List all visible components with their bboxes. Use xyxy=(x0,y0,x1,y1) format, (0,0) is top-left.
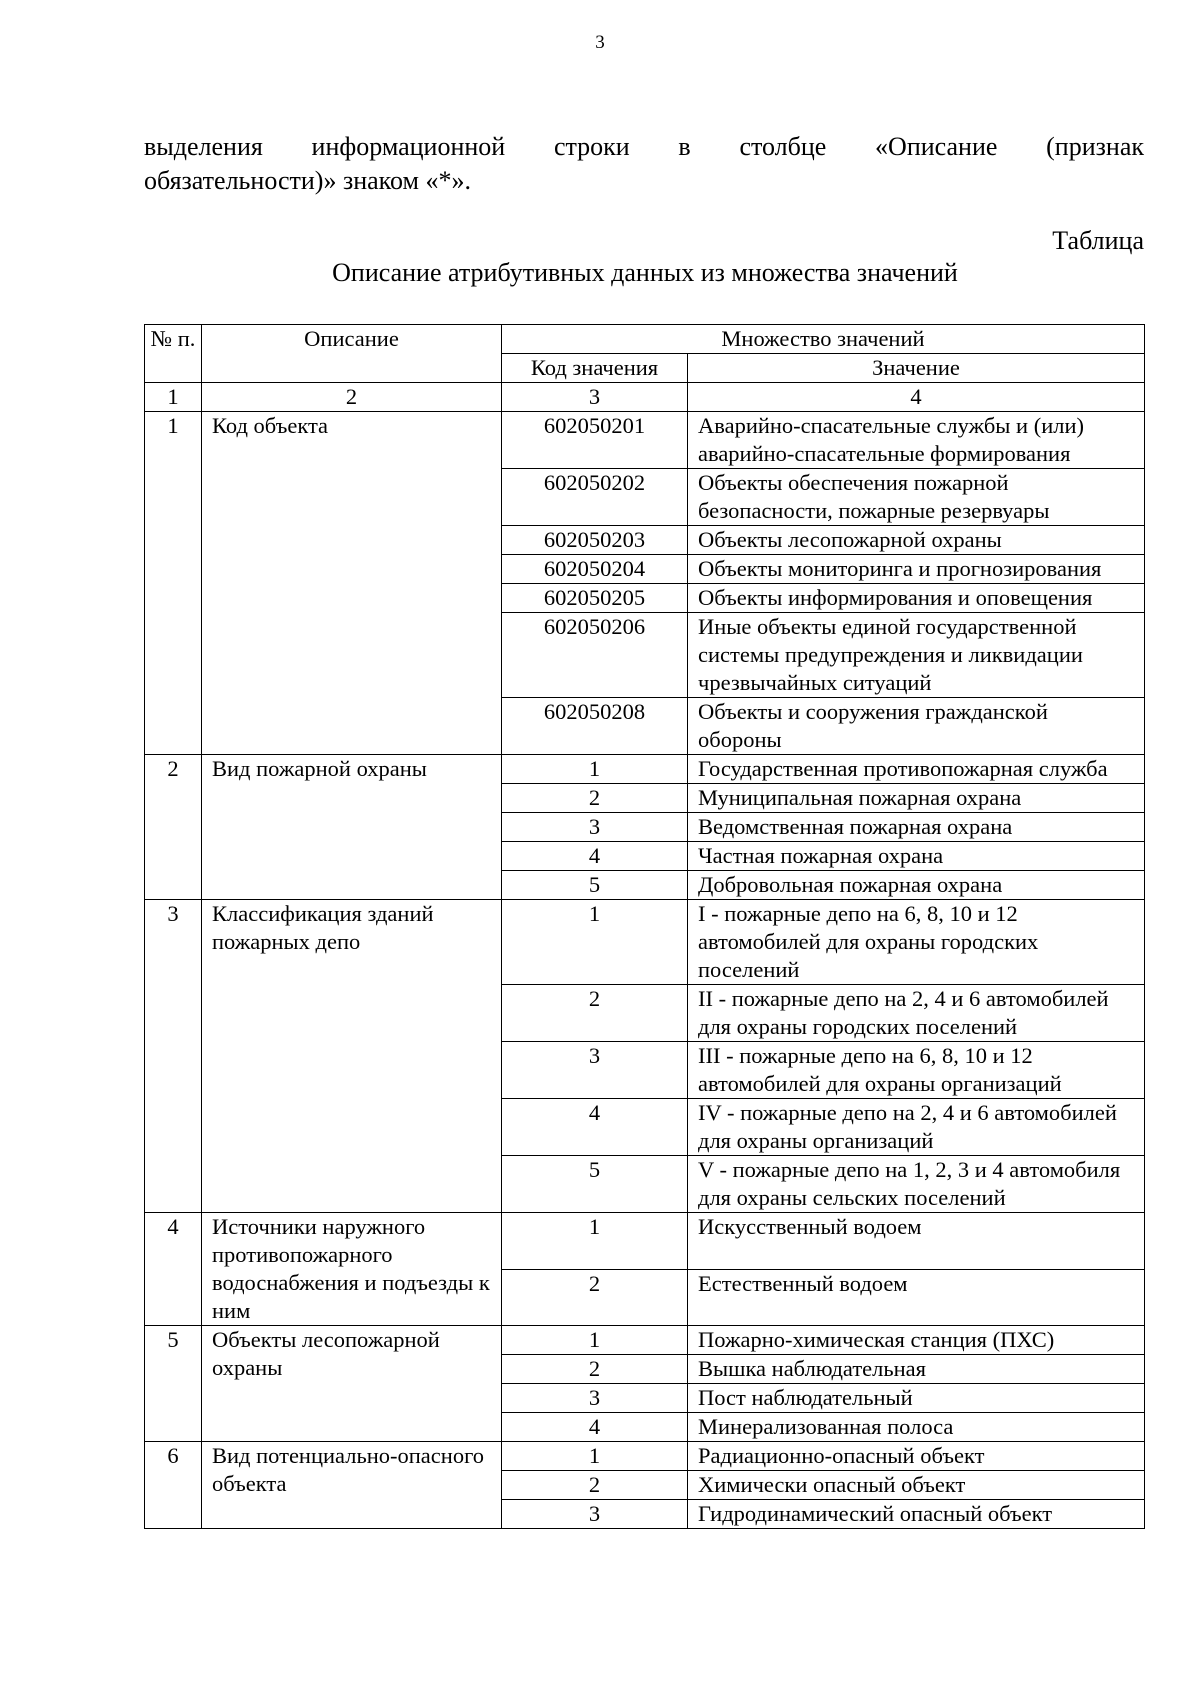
value-code: 602050206 xyxy=(502,613,688,698)
header-no: № п. xyxy=(145,325,202,383)
row-number: 4 xyxy=(145,1213,202,1326)
table-header-row xyxy=(145,325,1145,354)
value-text: Ведомственная пожарная охрана xyxy=(688,813,1145,842)
value-code: 1 xyxy=(502,1213,688,1270)
table-row xyxy=(145,755,1145,784)
header-value: Значение xyxy=(688,354,1145,383)
header-code: Код значения xyxy=(502,354,688,383)
value-code: 1 xyxy=(502,755,688,784)
value-code: 4 xyxy=(502,1099,688,1156)
column-number-row xyxy=(145,383,1145,412)
intro-line-2: обязательности)» знаком «*». xyxy=(144,166,471,195)
value-text: Вышка наблюдательная xyxy=(688,1355,1145,1384)
row-number: 2 xyxy=(145,755,202,900)
row-number: 6 xyxy=(145,1442,202,1529)
value-code: 2 xyxy=(502,985,688,1042)
value-text: Минерализованная полоса xyxy=(688,1413,1145,1442)
table-title: Описание атрибутивных данных из множества значений xyxy=(332,258,958,287)
column-number-4: 4 xyxy=(688,383,1145,412)
row-number: 5 xyxy=(145,1326,202,1442)
row-description: Код объекта xyxy=(202,412,502,755)
column-number-2: 2 xyxy=(202,383,502,412)
row-number: 3 xyxy=(145,900,202,1213)
value-code: 2 xyxy=(502,784,688,813)
value-text: IV - пожарные депо на 2, 4 и 6 автомобилей для охраны организаций xyxy=(688,1099,1145,1156)
value-code: 602050201 xyxy=(502,412,688,469)
value-code: 2 xyxy=(502,1355,688,1384)
value-text: II - пожарные депо на 2, 4 и 6 автомобилей для охраны городских поселений xyxy=(688,985,1145,1042)
value-code: 1 xyxy=(502,1442,688,1471)
page-number: 3 xyxy=(595,32,605,53)
value-text: Объекты обеспечения пожарной безопасности, пожарные резервуары xyxy=(688,469,1145,526)
table-row xyxy=(145,1326,1145,1355)
value-text: I - пожарные депо на 6, 8, 10 и 12 автомобилей для охраны городских поселений xyxy=(688,900,1145,985)
value-text: Государственная противопожарная служба xyxy=(688,755,1145,784)
value-text: Радиационно-опасный объект xyxy=(688,1442,1145,1471)
value-text: Искусственный водоем xyxy=(688,1213,1145,1270)
value-code: 3 xyxy=(502,1042,688,1099)
value-code: 602050208 xyxy=(502,698,688,755)
value-code: 5 xyxy=(502,1156,688,1213)
value-text: Пост наблюдательный xyxy=(688,1384,1145,1413)
table-row xyxy=(145,900,1145,985)
value-code: 2 xyxy=(502,1471,688,1500)
value-code: 4 xyxy=(502,842,688,871)
intro-paragraph xyxy=(144,130,1144,198)
value-code: 2 xyxy=(502,1269,688,1326)
table-row xyxy=(145,1442,1145,1471)
value-code: 602050203 xyxy=(502,526,688,555)
value-text: Иные объекты единой государственной системы предупреждения и ликвидации чрезвычайных ситуаций xyxy=(688,613,1145,698)
value-text: Объекты и сооружения гражданской обороны xyxy=(688,698,1145,755)
value-text: V - пожарные депо на 1, 2, 3 и 4 автомобиля для охраны сельских поселений xyxy=(688,1156,1145,1213)
value-code: 3 xyxy=(502,813,688,842)
value-code: 1 xyxy=(502,900,688,985)
table-row xyxy=(145,1213,1145,1270)
column-number-3: 3 xyxy=(502,383,688,412)
row-number: 1 xyxy=(145,412,202,755)
row-description: Вид потенциально-опасного объекта xyxy=(202,1442,502,1529)
header-value-set: Множество значений xyxy=(502,325,1145,354)
value-text: Пожарно-химическая станция (ПХС) xyxy=(688,1326,1145,1355)
header-description: Описание xyxy=(202,325,502,383)
value-code: 602050202 xyxy=(502,469,688,526)
value-text: III - пожарные депо на 6, 8, 10 и 12 автомобилей для охраны организаций xyxy=(688,1042,1145,1099)
table-body xyxy=(145,325,1145,1529)
row-description: Классификация зданий пожарных депо xyxy=(202,900,502,1213)
table-row xyxy=(145,412,1145,469)
value-code: 602050205 xyxy=(502,584,688,613)
value-text: Химически опасный объект xyxy=(688,1471,1145,1500)
value-code: 3 xyxy=(502,1384,688,1413)
value-code: 4 xyxy=(502,1413,688,1442)
value-code: 1 xyxy=(502,1326,688,1355)
row-description: Вид пожарной охраны xyxy=(202,755,502,900)
row-description: Объекты лесопожарной охраны xyxy=(202,1326,502,1442)
value-text: Добровольная пожарная охрана xyxy=(688,871,1145,900)
value-text: Муниципальная пожарная охрана xyxy=(688,784,1145,813)
value-text: Естественный водоем xyxy=(688,1269,1145,1326)
value-text: Гидродинамический опасный объект xyxy=(688,1500,1145,1529)
row-description: Источники наружного противопожарного водоснабжения и подъезды к ним xyxy=(202,1213,502,1326)
value-text: Объекты лесопожарной охраны xyxy=(688,526,1145,555)
value-text: Частная пожарная охрана xyxy=(688,842,1145,871)
column-number-1: 1 xyxy=(145,383,202,412)
value-text: Объекты информирования и оповещения xyxy=(688,584,1145,613)
value-text: Аварийно-спасательные службы и (или) аварийно-спасательные формирования xyxy=(688,412,1145,469)
value-code: 5 xyxy=(502,871,688,900)
value-text: Объекты мониторинга и прогнозирования xyxy=(688,555,1145,584)
value-code: 602050204 xyxy=(502,555,688,584)
value-code: 3 xyxy=(502,1500,688,1529)
table-label: Таблица xyxy=(1052,226,1144,255)
intro-line-1: выделения информационной строки в столбце «Описание (признак xyxy=(144,132,1144,161)
attribute-values-table xyxy=(144,324,1145,1529)
